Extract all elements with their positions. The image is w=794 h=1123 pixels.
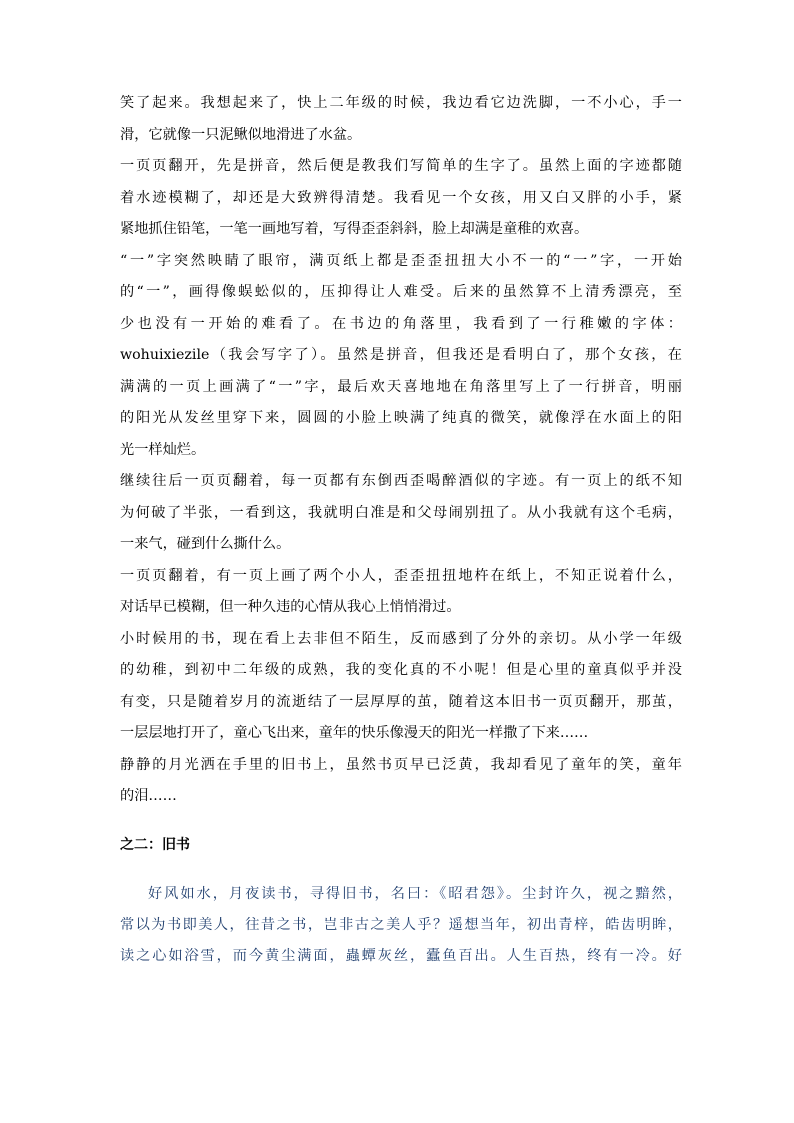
text-line: 的泪……	[120, 788, 177, 804]
text-line: 一页页翻着，有一页上画了两个小人，歪歪扭扭地杵在纸上，不知正说着什么，	[120, 567, 682, 584]
paragraph-6	[120, 624, 682, 750]
text-line: 一来气，碰到什么撕什么。	[120, 536, 291, 552]
text-line: 一页页翻开，先是拼音，然后便是教我们写简单的生字了。虽然上面的字迹都随	[120, 158, 682, 174]
text-line: 紧地抓住铅笔，一笔一画地写着，写得歪歪斜斜，脸上却满是童稚的欢喜。	[120, 221, 589, 237]
paragraph-1	[120, 88, 682, 151]
text-line: 着水迹模糊了，却还是大致辨得清楚。我看见一个女孩，用又白又胖的小手，紧	[120, 189, 682, 206]
text-line: 少也没有一开始的难看了。在书边的角落里，我看到了一行稚嫩的字体：	[120, 315, 682, 332]
essay-body	[120, 88, 682, 813]
text-line: “一”字突然映睛了眼帘，满页纸上都是歪歪扭扭大小不一的“一”字，一开始	[120, 252, 682, 269]
text-line: 光一样灿烂。	[120, 441, 206, 458]
text-line: 的幼稚，到初中二年级的成熟，我的变化真的不小呢！但是心里的童真似乎并没	[120, 662, 682, 678]
text-line: 有变，只是随着岁月的流逝结了一层厚厚的茧，随着这本旧书一页页翻开，那茧，	[120, 693, 682, 710]
text-line: 继续往后一页页翻着，每一页都有东倒西歪喝醉酒似的字迹。有一页上的纸不知	[120, 473, 682, 489]
text-line: 小时候用的书，现在看上去非但不陌生，反而感到了分外的亲切。从小学一年级	[120, 630, 682, 647]
paragraph-4	[120, 466, 682, 561]
section-2-body	[120, 879, 682, 972]
text-line: 笑了起来。我想起来了，快上二年级的时候，我边看它边洗脚，一不小心，手一	[120, 95, 682, 111]
paragraph-2	[120, 151, 682, 246]
text-line: 为何破了半张，一看到这，我就明白准是和父母闹别扭了。从小我就有这个毛病，	[120, 504, 682, 521]
paragraph-7	[120, 750, 682, 813]
text-line: 滑，它就像一只泥鳅似地滑进了水盆。	[120, 126, 362, 143]
text-line: 常以为书即美人，往昔之书，岂非古之美人乎？遥想当年，初出青梓，皓齿明眸，	[120, 917, 682, 933]
text-line: 好风如水，月夜读书，寻得旧书，名曰：《昭君怨》。尘封许久，视之黯然，	[148, 886, 682, 902]
text-line: 满满的一页上画满了“一”字，最后欢天喜地地在角落里写上了一行拼音，明丽	[120, 378, 682, 395]
section-heading: 之二：旧书	[120, 837, 190, 853]
text-line: wohuixiezile（我会写字了）。虽然是拼音，但我还是看明白了，那个女孩，在	[120, 347, 682, 363]
text-line: 一层层地打开了，童心飞出来，童年的快乐像漫天的阳光一样撒了下来……	[120, 725, 589, 741]
text-line: 对话早已模糊，但一种久违的心情从我心上悄悄滑过。	[120, 599, 461, 615]
paragraph-3	[120, 246, 682, 467]
paragraph-5	[120, 561, 682, 624]
text-line: 的阳光从发丝里穿下来，圆圆的小脸上映满了纯真的微笑，就像浮在水面上的阳	[120, 410, 682, 426]
text-line: 的“一”，画得像蜈蚣似的，压抑得让人难受。后来的虽然算不上清秀漂亮，至	[120, 284, 682, 300]
text-line: 静静的月光洒在手里的旧书上，虽然书页早已泛黄，我却看见了童年的笑，童年	[120, 756, 682, 773]
text-line: 读之心如浴雪，而今黄尘满面，蟲蟫灰丝，蠹鱼百出。人生百热，终有一冷。好	[120, 948, 682, 964]
